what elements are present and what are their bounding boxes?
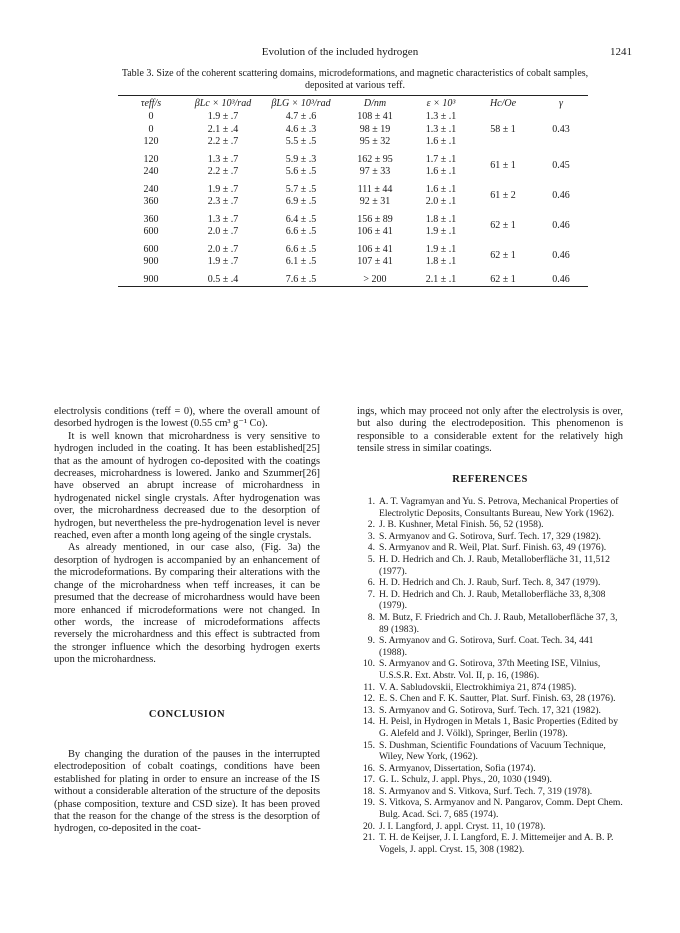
table-cell: 1.3 ± .7 [207,213,239,225]
table-row [118,274,588,287]
reference-number: 10. [363,658,375,670]
right-column [357,406,623,855]
column-header: ε × 10³ [426,98,456,109]
coercivity-cell: 58 ± 1 [490,123,516,135]
reference-text: H. Peisl, in Hydrogen in Metals 1, Basic Properties (Edited by G. Alefeld and J. Völkl), Springer, Berlin (1978). [379,716,619,739]
reference-item [357,832,623,855]
table-cell: 120 [143,153,159,165]
table-cell: 1.6 ± .1 [425,136,457,148]
left-column [54,406,320,836]
conclusion-heading: CONCLUSION [148,708,226,720]
reference-number: 4. [367,542,375,554]
reference-number: 14. [363,716,375,728]
table-cell: 2.0 ± .7 [207,226,239,238]
table-cell: 4.7 ± .6 [285,111,317,123]
reference-item [357,774,623,786]
column-header: γ [559,98,563,109]
reference-text: E. S. Chen and F. K. Sautter, Plat. Surf. Finish. 63, 28 (1976). [379,693,616,705]
gamma-cell: 0.46 [552,190,570,201]
table-row [118,244,588,257]
reference-item [357,554,623,577]
table-cell: 97 ± 33 [359,166,391,178]
body-paragraph: It is well known that microhardness is very sensitive to hydrogen included in the coating. It has been established[25] that as the amount of hydrogen co-deposited with the coatings decreases, microhardness is lowered. Janko and Szummer[26] have observed an abrupt increase of microhardness in hydrogenated nickel single crystals. After hydrogenation was over, the microhardness decreased due to the desorption of hydrogen, but nevertheless the pre-hydrogenation level is never reached, even after a month long ageing of the single crystals. [54,430,320,542]
table-cell: 600 [143,243,159,255]
reference-number: 16. [363,762,375,774]
table-cell: 98 ± 19 [359,123,391,135]
reference-text: S. Armyanov and G. Sotirova, 37th Meeting ISE, Vilnius, U.S.S.R. Ext. Abstr. Vol. II, p. 16, (1986). [379,658,601,681]
table-cell: 2.1 ± .1 [425,273,457,285]
reference-item [357,821,623,833]
table-row [118,214,588,227]
reference-item [357,682,623,694]
table-row [118,111,588,124]
body-paragraph: As already mentioned, in our case also, (Fig. 3a) the desorption of hydrogen is accompanied by an enhancement of the microdeformations. By comparing their alterations with the change of the microhardness when τeff increases, it can be presumed that the decrease of microhardness would have been more enhanced if microdeformations were not changed. In other words, the increase of microdeformations affects reversely the microhardness and this effect is subtracted from the stronger influence which the desorbing hydrogen exerts upon the microhardness. [54,542,320,666]
reference-text: H. D. Hedrich and Ch. J. Raub, Metalloberfläche 33, 8,308 (1979). [379,588,606,612]
table-cell: 2.2 ± .7 [207,166,239,178]
table-cell: 5.9 ± .3 [285,153,317,165]
gamma-cell: 0.43 [552,123,570,135]
table-cell: 1.3 ± .7 [207,153,239,165]
table-cell: 95 ± 32 [359,136,391,148]
reference-item [357,577,623,589]
table-cell: 106 ± 41 [357,243,393,255]
table-cell: 92 ± 31 [359,196,391,208]
reference-number: 19. [363,797,375,809]
coercivity-cell: 61 ± 1 [490,160,516,171]
reference-item [357,740,623,763]
reference-item [357,693,623,705]
reference-text: S. Dushman, Scientific Foundations of Vacuum Technique, Wiley, New York, (1962). [379,739,606,763]
reference-number: 2. [367,519,375,531]
table-cell: 120 [143,136,159,148]
reference-number: 7. [367,588,375,600]
reference-number: 3. [367,530,375,542]
table-cell: 0 [148,123,154,135]
references-heading: REFERENCES [452,473,528,485]
table-cell: 1.9 ± .1 [425,226,457,238]
table-cell: 2.3 ± .7 [207,196,239,208]
table-cell: 6.6 ± .5 [285,243,317,255]
table-cell: 1.3 ± .1 [425,123,457,135]
table-3 [118,95,588,287]
table-cell: 162 ± 95 [357,153,393,165]
table-cell: 360 [143,213,159,225]
reference-item [357,531,623,543]
table-row [118,154,588,167]
table-cell: 111 ± 44 [357,183,393,195]
table-cell: 5.5 ± .5 [285,136,317,148]
conclusion-paragraph: By changing the duration of the pauses in the interrupted electrodeposition of cobalt coatings, conditions have been established for plating in order to ensure an increase of the IS without a considerable alteration of the structure of the deposits (phase composition, texture and CSD size). It has been proved that the reason for the change of the stress is the desorption of hydrogen, co-deposited in the coat- [54,748,320,835]
gamma-cell: 0.45 [552,160,570,171]
reference-number: 20. [363,820,375,832]
reference-item [357,705,623,717]
reference-text: H. D. Hedrich and Ch. J. Raub, Metalloberfläche 31, 11,512 (1977). [379,554,610,577]
reference-item [357,786,623,798]
reference-item [357,658,623,681]
table-row [118,184,588,197]
reference-text: G. L. Schulz, J. appl. Phys., 20, 1030 (1949). [379,774,552,786]
reference-number: 15. [363,739,375,751]
table-cell: 2.0 ± .1 [425,196,457,208]
table-cell: 0.5 ± .4 [207,273,239,285]
table-cell: 1.7 ± .1 [425,153,457,165]
table-cell: 108 ± 41 [357,111,393,123]
reference-text: V. A. Sabludovskii, Electrokhimiya 21, 874 (1985). [379,681,577,693]
reference-item [357,496,623,519]
reference-text: A. T. Vagramyan and Yu. S. Petrova, Mechanical Properties of Electrolytic Deposits, Consultants Bureau, New York (1962). [379,496,619,519]
reference-number: 17. [363,774,375,786]
table-cell: > 200 [363,273,387,285]
table-cell: 360 [143,196,159,208]
reference-text: S. Armyanov and G. Sotirova, Surf. Coat. Tech. 34, 441 (1988). [379,635,594,658]
table-cell: 600 [143,226,159,238]
column-header: τeff/s [140,98,162,109]
reference-text: S. Armyanov, Dissertation, Sofia (1974). [379,762,536,774]
table-cell: 156 ± 89 [357,213,393,225]
table-cell: 2.0 ± .7 [207,243,239,255]
table-cell: 1.3 ± .1 [425,111,457,123]
data-table [118,96,588,286]
gamma-cell: 0.46 [552,220,570,231]
reference-item [357,589,623,612]
reference-text: T. H. de Keijser, J. I. Langford, E. J. Mittemeijer and A. B. P. Vogels, J. appl. Cryst. 15, 308 (1982). [379,832,614,855]
reference-item [357,763,623,775]
table-cell: 5.6 ± .5 [285,166,317,178]
reference-item [357,635,623,658]
coercivity-cell: 61 ± 2 [490,190,516,201]
reference-number: 5. [367,554,375,565]
column-header: βLc × 10³/rad [194,98,252,109]
table-cell: 900 [143,273,159,285]
reference-text: H. D. Hedrich and Ch. J. Raub, Surf. Tech. 8, 347 (1979). [379,577,601,589]
table-cell: 240 [143,166,159,178]
body-paragraph: electrolysis conditions (τeff = 0), where the overall amount of desorbed hydrogen is the lowest (0.55 cm³ g⁻¹ Co). [54,406,320,430]
table-cell: 6.4 ± .5 [285,213,317,225]
table-cell: 1.6 ± .1 [425,183,457,195]
reference-number: 8. [367,611,375,623]
reference-item [357,797,623,820]
gamma-cell: 0.46 [552,250,570,261]
running-title: Evolution of the included hydrogen [261,46,419,58]
table-cell: 1.9 ± .7 [207,183,239,195]
reference-number: 6. [367,577,375,589]
gamma-cell: 0.46 [552,273,570,285]
table-cell: 900 [143,256,159,268]
coercivity-cell: 62 ± 1 [490,250,516,261]
reference-text: S. Armyanov and G. Sotirova, Surf. Tech. 17, 329 (1982). [379,530,601,542]
table-cell: 6.9 ± .5 [285,196,317,208]
reference-number: 13. [363,704,375,716]
references-list [357,496,623,855]
table-cell: 0 [148,111,154,123]
reference-text: J. I. Langford, J. appl. Cryst. 11, 10 (1978). [379,820,546,832]
table-cell: 1.9 ± .7 [207,111,239,123]
table-cell: 4.6 ± .3 [285,123,317,135]
reference-number: 18. [363,785,375,797]
page-number: 1241 [610,46,632,58]
reference-item [357,612,623,635]
table-cell: 1.9 ± .7 [207,256,239,268]
table-cell: 2.2 ± .7 [207,136,239,148]
reference-text: S. Vitkova, S. Armyanov and N. Pangarov, Comm. Dept Chem. Bulg. Acad. Sci. 7, 685 (1974). [379,797,623,821]
reference-number: 12. [363,693,375,705]
reference-number: 21. [363,832,375,844]
column-header: βLG × 10³/rad [271,98,331,109]
coercivity-cell: 62 ± 1 [490,220,516,231]
table-cell: 1.8 ± .1 [425,256,457,268]
table-cell: 1.6 ± .1 [425,166,457,178]
reference-item [357,542,623,554]
table-cell: 2.1 ± .4 [207,123,239,135]
table-cell: 1.9 ± .1 [425,243,457,255]
table-cell: 240 [143,183,159,195]
table-bottom-rule [118,286,588,287]
reference-number: 1. [367,496,375,508]
table-cell: 106 ± 41 [357,226,393,238]
body-paragraph-continued: ings, which may proceed not only after the electrolysis is over, but also during the electrodeposition. This phenomenon is responsible to a considerable extent for the relatively high tensile stress in similar coatings. [357,406,623,455]
reference-number: 11. [363,681,375,693]
coercivity-cell: 62 ± 1 [490,273,516,285]
column-header: Hc/Oe [489,98,517,109]
table-header-row [118,96,588,111]
reference-text: M. Butz, F. Friedrich and Ch. J. Raub, Metalloberfläche 37, 3, 89 (1983). [379,611,618,635]
table-body [118,111,588,286]
table-cell: 6.1 ± .5 [285,256,317,268]
table-cell: 5.7 ± .5 [285,183,317,195]
table-cell: 1.8 ± .1 [425,213,457,225]
reference-item [357,519,623,531]
reference-text: S. Armyanov and G. Sotirova, Surf. Tech. 17, 321 (1982). [379,704,601,716]
column-header: D/nm [363,98,387,109]
reference-text: S. Armyanov and R. Weil, Plat. Surf. Finish. 63, 49 (1976). [379,542,607,554]
reference-text: J. B. Kushner, Metal Finish. 56, 52 (1958). [379,519,544,531]
reference-number: 9. [367,635,375,647]
table-cell: 6.6 ± .5 [285,226,317,238]
reference-item [357,716,623,739]
table-cell: 107 ± 41 [357,256,393,268]
reference-text: S. Armyanov and S. Vitkova, Surf. Tech. 7, 319 (1978). [379,785,593,797]
table-caption: Table 3. Size of the coherent scattering domains, microdeformations, and magnetic characteristics of cobalt samples, deposited at various τeff. [121,68,589,91]
table-cell: 7.6 ± .5 [285,273,317,285]
